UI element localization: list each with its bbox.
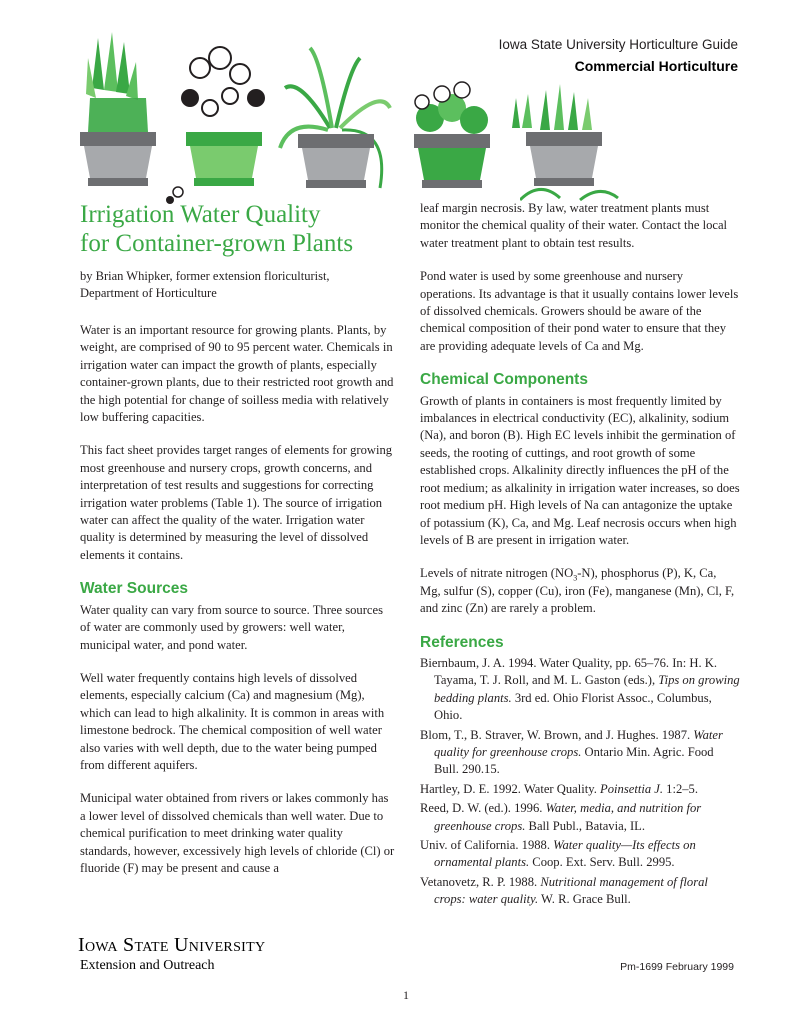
byline-department: Department of Horticulture bbox=[80, 286, 217, 300]
header-guide: Iowa State University Horticulture Guide bbox=[498, 37, 738, 52]
reference-text: 1:2–5. bbox=[663, 781, 698, 796]
water-sources-paragraph-2: Well water frequently contains high levels of dissolved elements, especially calcium (Ca) and magnesium (Mg), which can lead to high alkalinity. It is common in areas with limestone bedrock. The chemical composition of well water also varies with well depth, due to the water being pumped from different aquifers. bbox=[80, 670, 385, 772]
snake-plant-illustration bbox=[80, 32, 156, 186]
chemical-components-heading: Chemical Components bbox=[420, 371, 588, 389]
isu-logo-subtitle: Extension and Outreach bbox=[80, 958, 215, 973]
reference-text: Blom, T., B. Straver, W. Brown, and J. Hughes. 1987. bbox=[420, 727, 694, 742]
plant-illustrations bbox=[60, 28, 540, 218]
reference-title: Poinsettia J. bbox=[600, 781, 664, 796]
reference-item bbox=[420, 781, 740, 798]
chemical-p2-part-a: Levels of nitrate nitrogen (NO bbox=[420, 566, 574, 581]
reference-item bbox=[420, 837, 740, 872]
reference-text: Ball Publ., Batavia, IL. bbox=[525, 818, 646, 833]
article-title bbox=[80, 200, 353, 258]
page-number: 1 bbox=[403, 988, 409, 1002]
references-heading: References bbox=[420, 633, 504, 651]
reference-text: W. R. Grace Bull. bbox=[538, 892, 631, 907]
right-paragraph-2: Pond water is used by some greenhouse and nursery operations. Its advantage is that it usually contains lower levels of dissolved chemicals. Growers should be aware of the chemical composition of their pond water to ensure that they are providing adequate levels of Ca and Mg. bbox=[420, 269, 739, 353]
reference-text: Biernbaum, J. A. 1994. Water Quality, pp. 65–76. In: H. K. Tayama, T. J. Roll, and M. L. Gaston (eds.), bbox=[420, 655, 718, 688]
byline-author: by Brian Whipker, former extension floriculturist, bbox=[80, 269, 330, 283]
reference-text: Univ. of California. 1988. bbox=[420, 838, 554, 852]
reference-title: Nutritional management of floral crops: water quality. bbox=[434, 874, 708, 907]
reference-title: Tips on growing bedding plants. bbox=[434, 673, 740, 705]
reference-text: Vetanovetz, R. P. 1988. bbox=[420, 874, 541, 889]
water-sources-paragraph-1: Water quality can vary from source to source. Three sources of water are commonly used by growers: well water, municipal water, and pond water. bbox=[80, 602, 383, 652]
spider-plant-illustration bbox=[280, 48, 390, 188]
water-sources-heading: Water Sources bbox=[80, 580, 188, 598]
intro-paragraph-2: This fact sheet provides target ranges of elements for growing most greenhouse and nursery crops, growth concerns, and interpretation of test results and suggestions for correcting irrigation water problems (Table 1). The source of irrigation water can affect the quality of the water. Irrigation water quality is determined by measuring the level of dissolved elements it contains. bbox=[80, 443, 393, 562]
right-paragraph-1: leaf margin necrosis. By law, water treatment plants must monitor the chemical quality of their water. Contact the local water treatment plant to obtain test results. bbox=[420, 201, 728, 250]
reference-text: 3rd ed. Ohio Florist Assoc., Columbus, Ohio. bbox=[434, 690, 712, 723]
water-sources-paragraph-3: Municipal water obtained from rivers or lakes commonly has a lower level of dissolved chemicals than well water. Due to chemical purification to meet drinking water quality standards, however, excessively high levels of chloride (Cl) or fluoride (F) may be present and cause a bbox=[80, 791, 395, 875]
right-column bbox=[420, 200, 740, 911]
isu-logo-wordmark: Iowa State University bbox=[78, 934, 266, 956]
title-line-1: Irrigation Water Quality bbox=[80, 201, 321, 228]
reference-item bbox=[420, 874, 740, 909]
nitrate-subscript: 3 bbox=[573, 573, 578, 583]
tomato-plant-illustration bbox=[166, 47, 265, 204]
herb-pot-illustration bbox=[520, 80, 620, 210]
reference-item bbox=[420, 655, 740, 725]
reference-item bbox=[420, 727, 740, 779]
chemical-paragraph-2 bbox=[420, 565, 740, 617]
reference-title: Water quality for greenhouse crops. bbox=[434, 727, 723, 759]
title-line-2: for Container-grown Plants bbox=[80, 230, 354, 257]
reference-text: Ontario Min. Agric. Food Bull. 290.15. bbox=[434, 744, 714, 777]
reference-item bbox=[420, 800, 740, 835]
reference-title: Water quality—Its effects on ornamental plants. bbox=[434, 838, 696, 870]
reference-text: Hartley, D. E. 1992. Water Quality. bbox=[420, 781, 601, 796]
geranium-plant-illustration bbox=[414, 82, 490, 188]
byline bbox=[80, 268, 330, 302]
reference-text: Coop. Ext. Serv. Bull. 2995. bbox=[529, 855, 675, 870]
publication-number: Pm-1699 February 1999 bbox=[620, 961, 734, 973]
reference-text: Reed, D. W. (ed.). 1996. bbox=[420, 801, 546, 816]
reference-title: Water, media, and nutrition for greenhouse crops. bbox=[434, 801, 702, 833]
chemical-p2-part-b: -N), phosphorus (P), K, Ca, Mg, sulfur (S), copper (Cu), iron (Fe), manganese (Mn), Cl, F, and zinc (Zn) are rarely a problem. bbox=[420, 566, 735, 616]
intro-paragraph-1: Water is an important resource for growing plants. Plants, by weight, are comprised of 90 to 95 percent water. Chemicals in irrigation water can impact the growth of plants, especially container-grown plants, due to their restricted root growth and the high potential for change of soilless media with relatively low buffering capacities. bbox=[80, 323, 394, 425]
header-section: Commercial Horticulture bbox=[574, 58, 738, 74]
left-column bbox=[80, 322, 395, 893]
references-list bbox=[420, 655, 740, 909]
chemical-paragraph-1: Growth of plants in containers is most frequently limited by imbalances in electrical conductivity (EC), alkalinity, sodium (Na), and boron (B). High EC levels inhibit the germination of seeds, the rooting of cuttings, and root growth of some established crops. Alkalinity directly influences the pH of the root medium; as alkalinity in irrigation water increases, so does root medium pH. High levels of Na can antagonize the uptake of potassium (K), Ca, and Mg. Leaf necrosis occurs when high levels of B are present in irrigation water. bbox=[420, 393, 740, 547]
